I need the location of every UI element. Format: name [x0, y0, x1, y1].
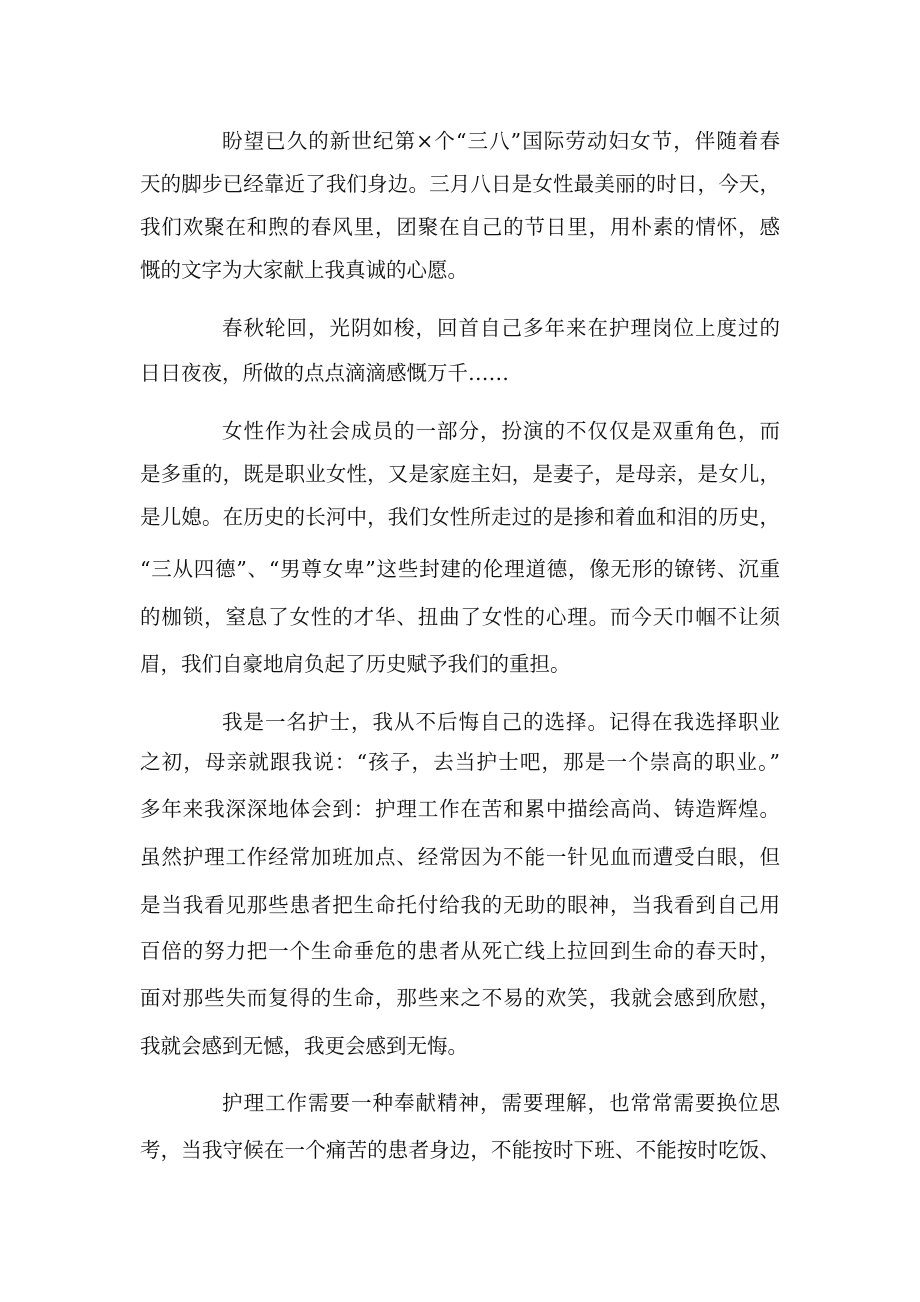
text-line: 是当我看见那些患者把生命托付给我的无助的眼神，当我看到自己用	[140, 893, 780, 917]
text-line: 多年来我深深地体会到：护理工作在苦和累中描绘高尚、铸造辉煌。	[140, 797, 780, 821]
text-line: 慨的文字为大家献上我真诚的心愿。	[140, 258, 468, 282]
text-line: 天的脚步已经靠近了我们身边。三月八日是女性最美丽的时日，今天，	[140, 172, 780, 196]
text-line: 我就会感到无憾，我更会感到无悔。	[140, 1034, 468, 1058]
text-line: 护理工作需要一种奉献精神，需要理解，也常常需要换位思	[222, 1091, 780, 1115]
text-line: 之初，母亲就跟我说：“孩子，去当护士吧，那是一个崇高的职业。”	[140, 750, 780, 774]
text-line: 考，当我守候在一个痛苦的患者身边，不能按时下班、不能按时吃饭、	[140, 1138, 780, 1162]
text-line: 是多重的，既是职业女性，又是家庭主妇，是妻子，是母亲，是女儿，	[140, 462, 780, 486]
text-line: 日日夜夜，所做的点点滴滴感慨万千……	[140, 361, 509, 385]
text-line: 我是一名护士，我从不后悔自己的选择。记得在我选择职业	[222, 710, 780, 734]
text-line: 是儿媳。在历史的长河中，我们女性所走过的是掺和着血和泪的历史，	[140, 505, 780, 529]
text-line: 我们欢聚在和煦的春风里，团聚在自己的节日里，用朴素的情怀，感	[140, 215, 780, 239]
text-line: 春秋轮回，光阴如梭，回首自己多年来在护理岗位上度过的	[222, 316, 780, 340]
text-line: 眉，我们自豪地肩负起了历史赋予我们的重担。	[140, 652, 571, 676]
text-line: 百倍的努力把一个生命垂危的患者从死亡线上拉回到生命的春天时，	[140, 939, 780, 963]
text-line: “三从四德”、“男尊女卑”这些封建的伦理道德，像无形的镣铐、沉重	[140, 557, 780, 581]
text-line: 女性作为社会成员的一部分，扮演的不仅仅是双重角色，而	[222, 419, 780, 443]
text-line: 的枷锁，窒息了女性的才华、扭曲了女性的心理。而今天巾帼不让须	[140, 605, 780, 629]
text-line: 盼望已久的新世纪第×个“三八”国际劳动妇女节，伴随着春	[222, 129, 780, 153]
text-line: 面对那些失而复得的生命，那些来之不易的欢笑，我就会感到欣慰，	[140, 986, 780, 1010]
text-line: 虽然护理工作经常加班加点、经常因为不能一针见血而遭受白眼，但	[140, 845, 780, 869]
